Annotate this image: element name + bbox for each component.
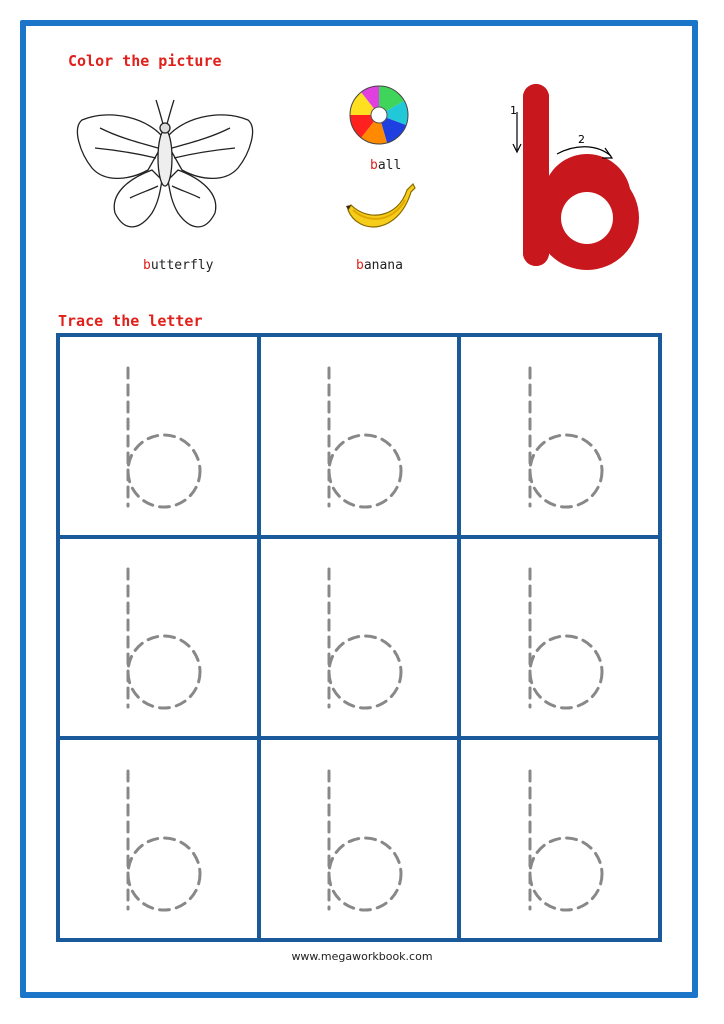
- stroke-number-2: 2: [578, 133, 585, 146]
- trace-heading: Trace the letter: [58, 312, 203, 330]
- butterfly-icon: [70, 98, 260, 243]
- caption-first-letter: b: [356, 258, 364, 273]
- footer-url: www.megaworkbook.com: [291, 950, 433, 963]
- dotted-letter-b: [500, 759, 620, 919]
- beach-ball-icon: [348, 84, 410, 146]
- caption-banana: [356, 258, 403, 273]
- caption-first-letter: b: [370, 158, 378, 173]
- dotted-letter-b: [299, 557, 419, 717]
- dotted-letter-b: [500, 557, 620, 717]
- caption-rest: all: [377, 158, 402, 173]
- trace-cell[interactable]: [459, 335, 660, 537]
- dotted-letter-b: [98, 759, 218, 919]
- banana-icon: [343, 180, 418, 240]
- dotted-letter-b: [299, 759, 419, 919]
- trace-cell[interactable]: [259, 537, 460, 739]
- trace-cell[interactable]: [459, 738, 660, 940]
- color-heading: Color the picture: [68, 52, 222, 70]
- dotted-letter-b: [98, 557, 218, 717]
- caption-rest: utterfly: [150, 258, 214, 273]
- letter-b-model: [505, 82, 645, 272]
- trace-cell[interactable]: [58, 335, 259, 537]
- dotted-letter-b: [98, 356, 218, 516]
- trace-cell[interactable]: [259, 738, 460, 940]
- dotted-letter-b: [500, 356, 620, 516]
- dotted-letter-b: [299, 356, 419, 516]
- caption-butterfly: [143, 258, 213, 273]
- caption-rest: anana: [363, 258, 403, 273]
- trace-cell[interactable]: [58, 738, 259, 940]
- trace-cell[interactable]: [459, 537, 660, 739]
- stroke-number-1: 1: [510, 104, 517, 117]
- trace-cell[interactable]: [259, 335, 460, 537]
- trace-grid: [56, 333, 662, 942]
- trace-cell[interactable]: [58, 537, 259, 739]
- caption-ball: [370, 158, 401, 173]
- caption-first-letter: b: [143, 258, 151, 273]
